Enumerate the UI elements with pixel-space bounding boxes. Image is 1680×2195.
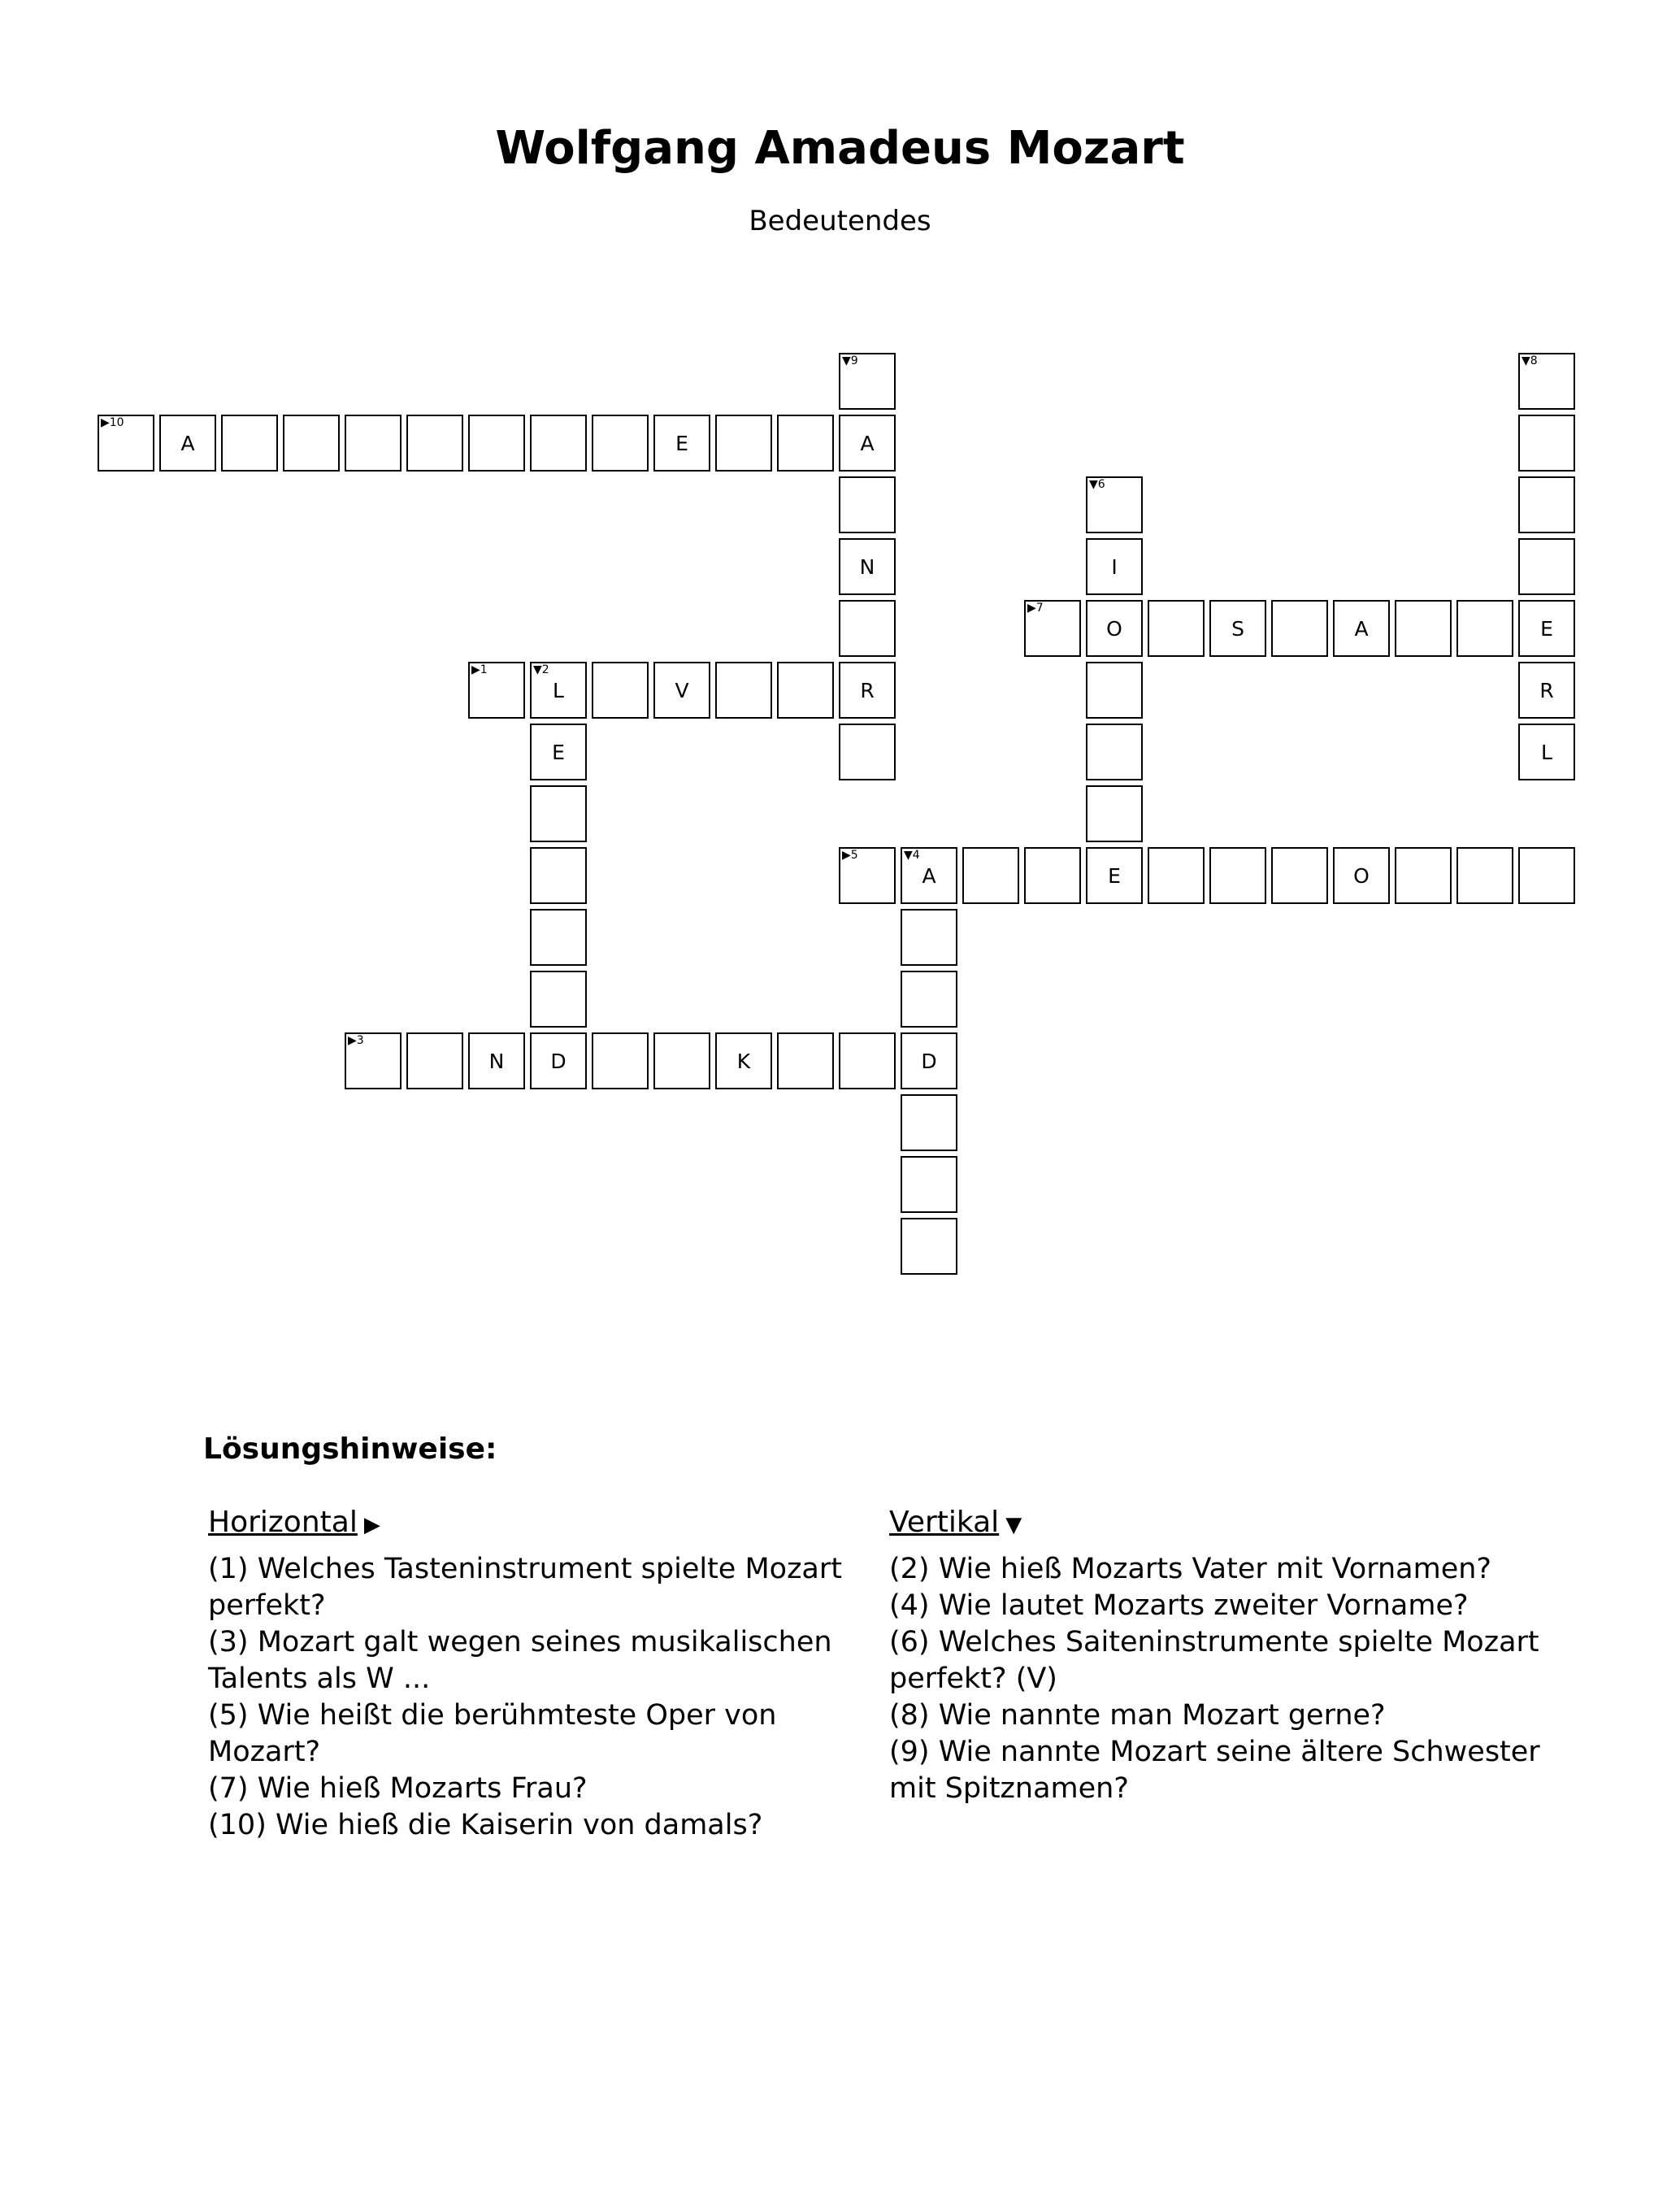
- cell-letter: [1087, 663, 1141, 717]
- page-subtitle: Bedeutendes: [749, 205, 931, 237]
- down-arrow-icon: ▼: [1005, 1513, 1022, 1537]
- crossword-cell[interactable]: [1148, 847, 1205, 904]
- crossword-cell[interactable]: [530, 847, 587, 904]
- cell-letter: [779, 663, 832, 717]
- cell-letter: R: [1539, 678, 1554, 702]
- right-arrow-icon: ▶: [363, 1513, 380, 1537]
- clue-item: (8) Wie nannte man Mozart gerne?: [889, 1699, 1386, 1732]
- cell-letter: E: [675, 431, 688, 455]
- cell-letter: D: [921, 1049, 937, 1073]
- cell-letter: [902, 1158, 956, 1211]
- cell-letter: [532, 787, 585, 841]
- cell-letter: [532, 972, 585, 1026]
- clue-number: ▼6: [1089, 478, 1105, 491]
- cell-letter: [99, 416, 153, 470]
- crossword-cell[interactable]: [1518, 538, 1575, 595]
- crossword-cell[interactable]: [715, 415, 772, 472]
- crossword-cell[interactable]: [1518, 353, 1575, 410]
- crossword-cell[interactable]: [1086, 600, 1143, 657]
- crossword-cell[interactable]: [1518, 662, 1575, 719]
- cell-letter: [1026, 849, 1079, 902]
- crossword-cell[interactable]: [468, 415, 525, 472]
- cell-letter: [1273, 849, 1326, 902]
- crossword-cell[interactable]: [221, 415, 278, 472]
- crossword-cell[interactable]: [1271, 600, 1328, 657]
- cell-letter: L: [1541, 740, 1552, 764]
- cell-letter: [1520, 540, 1574, 593]
- cell-letter: [840, 1034, 894, 1088]
- clue-number: ▶10: [101, 416, 124, 429]
- cell-letter: [840, 602, 894, 655]
- cell-letter: [1458, 849, 1512, 902]
- cell-letter: [470, 416, 523, 470]
- clue-item: (3) Mozart galt wegen seines musikalischen Talents als W ...: [208, 1626, 832, 1695]
- cell-letter: [779, 1034, 832, 1088]
- cell-letter: [1087, 478, 1141, 532]
- cell-letter: [593, 1034, 647, 1088]
- crossword-cell[interactable]: [1518, 724, 1575, 780]
- cell-letter: [593, 663, 647, 717]
- vertical-clue-list: [889, 1551, 1556, 1807]
- cell-letter: [840, 725, 894, 779]
- cell-letter: [902, 972, 956, 1026]
- cell-letter: K: [736, 1049, 751, 1073]
- crossword-cell[interactable]: [962, 847, 1019, 904]
- cell-letter: [1520, 416, 1574, 470]
- clue-number: ▼2: [533, 663, 549, 676]
- crossword-cell[interactable]: [839, 353, 896, 410]
- clue-number: ▶7: [1027, 602, 1044, 615]
- crossword-cell[interactable]: [592, 1032, 649, 1089]
- hints-heading: Lösungshinweise:: [203, 1432, 497, 1466]
- crossword-cell[interactable]: [715, 1032, 772, 1089]
- crossword-cell[interactable]: [839, 415, 896, 472]
- vertical-heading: [889, 1506, 1022, 1539]
- cell-letter: [1396, 849, 1450, 902]
- cell-letter: [902, 1219, 956, 1273]
- crossword-cell[interactable]: [839, 662, 896, 719]
- cell-letter: O: [1353, 863, 1370, 888]
- crossword-cell[interactable]: [1518, 476, 1575, 533]
- crossword-cell[interactable]: [1209, 600, 1266, 657]
- cell-letter: [532, 849, 585, 902]
- cell-letter: [1396, 602, 1450, 655]
- cell-letter: [532, 416, 585, 470]
- cell-letter: [1520, 849, 1574, 902]
- horizontal-clue-list: [208, 1551, 875, 1844]
- clue-number: ▶3: [348, 1034, 364, 1047]
- horizontal-heading: [208, 1506, 380, 1539]
- cell-letter: [1026, 602, 1079, 655]
- crossword-cell[interactable]: [901, 847, 957, 904]
- crossword-cell[interactable]: [901, 1032, 957, 1089]
- cell-letter: [840, 849, 894, 902]
- crossword-cell[interactable]: [159, 415, 216, 472]
- cell-letter: [717, 663, 771, 717]
- cell-letter: [408, 1034, 462, 1088]
- cell-letter: [902, 911, 956, 964]
- crossword-cell[interactable]: [1518, 847, 1575, 904]
- crossword-cell[interactable]: [901, 971, 957, 1028]
- cell-letter: A: [180, 431, 195, 455]
- cell-letter: [1087, 787, 1141, 841]
- crossword-cell[interactable]: [1024, 847, 1081, 904]
- crossword-cell[interactable]: [901, 909, 957, 966]
- crossword-cell[interactable]: [1271, 847, 1328, 904]
- clue-number: ▼9: [842, 354, 858, 367]
- cell-letter: A: [1354, 616, 1369, 641]
- clue-item: (7) Wie hieß Mozarts Frau?: [208, 1772, 588, 1805]
- cell-letter: [284, 416, 338, 470]
- crossword-cell[interactable]: [901, 1156, 957, 1213]
- crossword-cell[interactable]: [592, 662, 649, 719]
- crossword-cell[interactable]: [530, 785, 587, 842]
- crossword-cell[interactable]: [839, 724, 896, 780]
- vertical-heading-label: Vertikal: [889, 1506, 1000, 1539]
- cell-letter: [964, 849, 1018, 902]
- cell-letter: [717, 416, 771, 470]
- cell-letter: E: [1540, 616, 1553, 641]
- crossword-cell[interactable]: [406, 415, 463, 472]
- crossword-cell[interactable]: [530, 1032, 587, 1089]
- cell-letter: [1149, 602, 1203, 655]
- cell-letter: N: [488, 1049, 505, 1073]
- cell-letter: [593, 416, 647, 470]
- crossword-cell[interactable]: [901, 1094, 957, 1151]
- cell-letter: [346, 1034, 400, 1088]
- crossword-cell[interactable]: [1456, 600, 1513, 657]
- crossword-cell[interactable]: [777, 662, 834, 719]
- crossword-cell[interactable]: [839, 1032, 896, 1089]
- clue-item: (6) Welches Saiteninstrumente spielte Mozart perfekt? (V): [889, 1626, 1539, 1695]
- cell-letter: O: [1106, 616, 1122, 641]
- cell-letter: I: [1111, 554, 1118, 579]
- cell-letter: A: [860, 431, 875, 455]
- crossword-cell[interactable]: [777, 1032, 834, 1089]
- cell-letter: [840, 478, 894, 532]
- cell-letter: [408, 416, 462, 470]
- crossword-cell[interactable]: [1024, 600, 1081, 657]
- crossword-cell[interactable]: [1209, 847, 1266, 904]
- crossword-cell[interactable]: [1518, 415, 1575, 472]
- cell-letter: [1149, 849, 1203, 902]
- crossword-cell[interactable]: [715, 662, 772, 719]
- crossword-cell[interactable]: [1086, 538, 1143, 595]
- crossword-cell[interactable]: [530, 971, 587, 1028]
- crossword-cell[interactable]: [1086, 724, 1143, 780]
- crossword-cell[interactable]: [839, 538, 896, 595]
- crossword-cell[interactable]: [1333, 847, 1390, 904]
- crossword-cell[interactable]: [653, 415, 710, 472]
- crossword-cell[interactable]: [283, 415, 340, 472]
- crossword-cell[interactable]: [1148, 600, 1205, 657]
- cell-letter: [902, 1096, 956, 1150]
- crossword-cell[interactable]: [1395, 600, 1452, 657]
- crossword-cell[interactable]: [839, 847, 896, 904]
- crossword-cell[interactable]: [592, 415, 649, 472]
- crossword-cell[interactable]: [1333, 600, 1390, 657]
- cell-letter: [1273, 602, 1326, 655]
- crossword-cell[interactable]: [1086, 662, 1143, 719]
- clue-item: (10) Wie hieß die Kaiserin von damals?: [208, 1809, 763, 1841]
- clue-item: (4) Wie lautet Mozarts zweiter Vorname?: [889, 1589, 1469, 1622]
- crossword-cell[interactable]: [1086, 476, 1143, 533]
- crossword-cell[interactable]: [468, 662, 525, 719]
- cell-letter: [1520, 478, 1574, 532]
- crossword-cell[interactable]: [530, 909, 587, 966]
- cell-letter: V: [675, 678, 689, 702]
- page-title: Wolfgang Amadeus Mozart: [495, 122, 1185, 175]
- cell-letter: E: [552, 740, 565, 764]
- crossword-cell[interactable]: [468, 1032, 525, 1089]
- cell-letter: [346, 416, 400, 470]
- horizontal-heading-label: Horizontal: [208, 1506, 358, 1539]
- cell-letter: [532, 911, 585, 964]
- crossword-cell[interactable]: [839, 600, 896, 657]
- clue-item: (9) Wie nannte Mozart seine ältere Schwester mit Spitznamen?: [889, 1736, 1540, 1805]
- crossword-cell[interactable]: [901, 1218, 957, 1275]
- crossword-cell[interactable]: [530, 662, 587, 719]
- cell-letter: S: [1231, 616, 1244, 641]
- cell-letter: N: [859, 554, 875, 579]
- clue-number: ▼4: [904, 849, 920, 862]
- cell-letter: R: [860, 678, 875, 702]
- cell-letter: L: [553, 678, 564, 702]
- crossword-cell[interactable]: [1395, 847, 1452, 904]
- clue-number: ▼8: [1522, 354, 1538, 367]
- crossword-cell[interactable]: [653, 662, 710, 719]
- cell-letter: [779, 416, 832, 470]
- crossword-cell[interactable]: [530, 415, 587, 472]
- cell-letter: [1087, 725, 1141, 779]
- crossword-cell[interactable]: [98, 415, 154, 472]
- cell-letter: [470, 663, 523, 717]
- crossword-cell[interactable]: [345, 1032, 402, 1089]
- cell-letter: E: [1108, 863, 1121, 888]
- cell-letter: [1520, 354, 1574, 408]
- clue-item: (1) Welches Tasteninstrument spielte Mozart perfekt?: [208, 1553, 842, 1622]
- crossword-cell[interactable]: [1086, 847, 1143, 904]
- cell-letter: A: [922, 863, 936, 888]
- cell-letter: [840, 354, 894, 408]
- clue-number: ▶5: [842, 849, 858, 862]
- cell-letter: D: [550, 1049, 567, 1073]
- crossword-cell[interactable]: [1518, 600, 1575, 657]
- clue-item: (5) Wie heißt die berühmteste Oper von Mozart?: [208, 1699, 777, 1768]
- clue-number: ▶1: [471, 663, 488, 676]
- clue-item: (2) Wie hieß Mozarts Vater mit Vornamen?: [889, 1553, 1491, 1585]
- crossword-cell[interactable]: [530, 724, 587, 780]
- crossword-cell[interactable]: [406, 1032, 463, 1089]
- cell-letter: [1211, 849, 1265, 902]
- crossword-cell[interactable]: [345, 415, 402, 472]
- cell-letter: [223, 416, 276, 470]
- crossword-cell[interactable]: [1086, 785, 1143, 842]
- crossword-cell[interactable]: [653, 1032, 710, 1089]
- crossword-cell[interactable]: [1456, 847, 1513, 904]
- cell-letter: [1458, 602, 1512, 655]
- cell-letter: [655, 1034, 709, 1088]
- crossword-cell[interactable]: [839, 476, 896, 533]
- crossword-cell[interactable]: [777, 415, 834, 472]
